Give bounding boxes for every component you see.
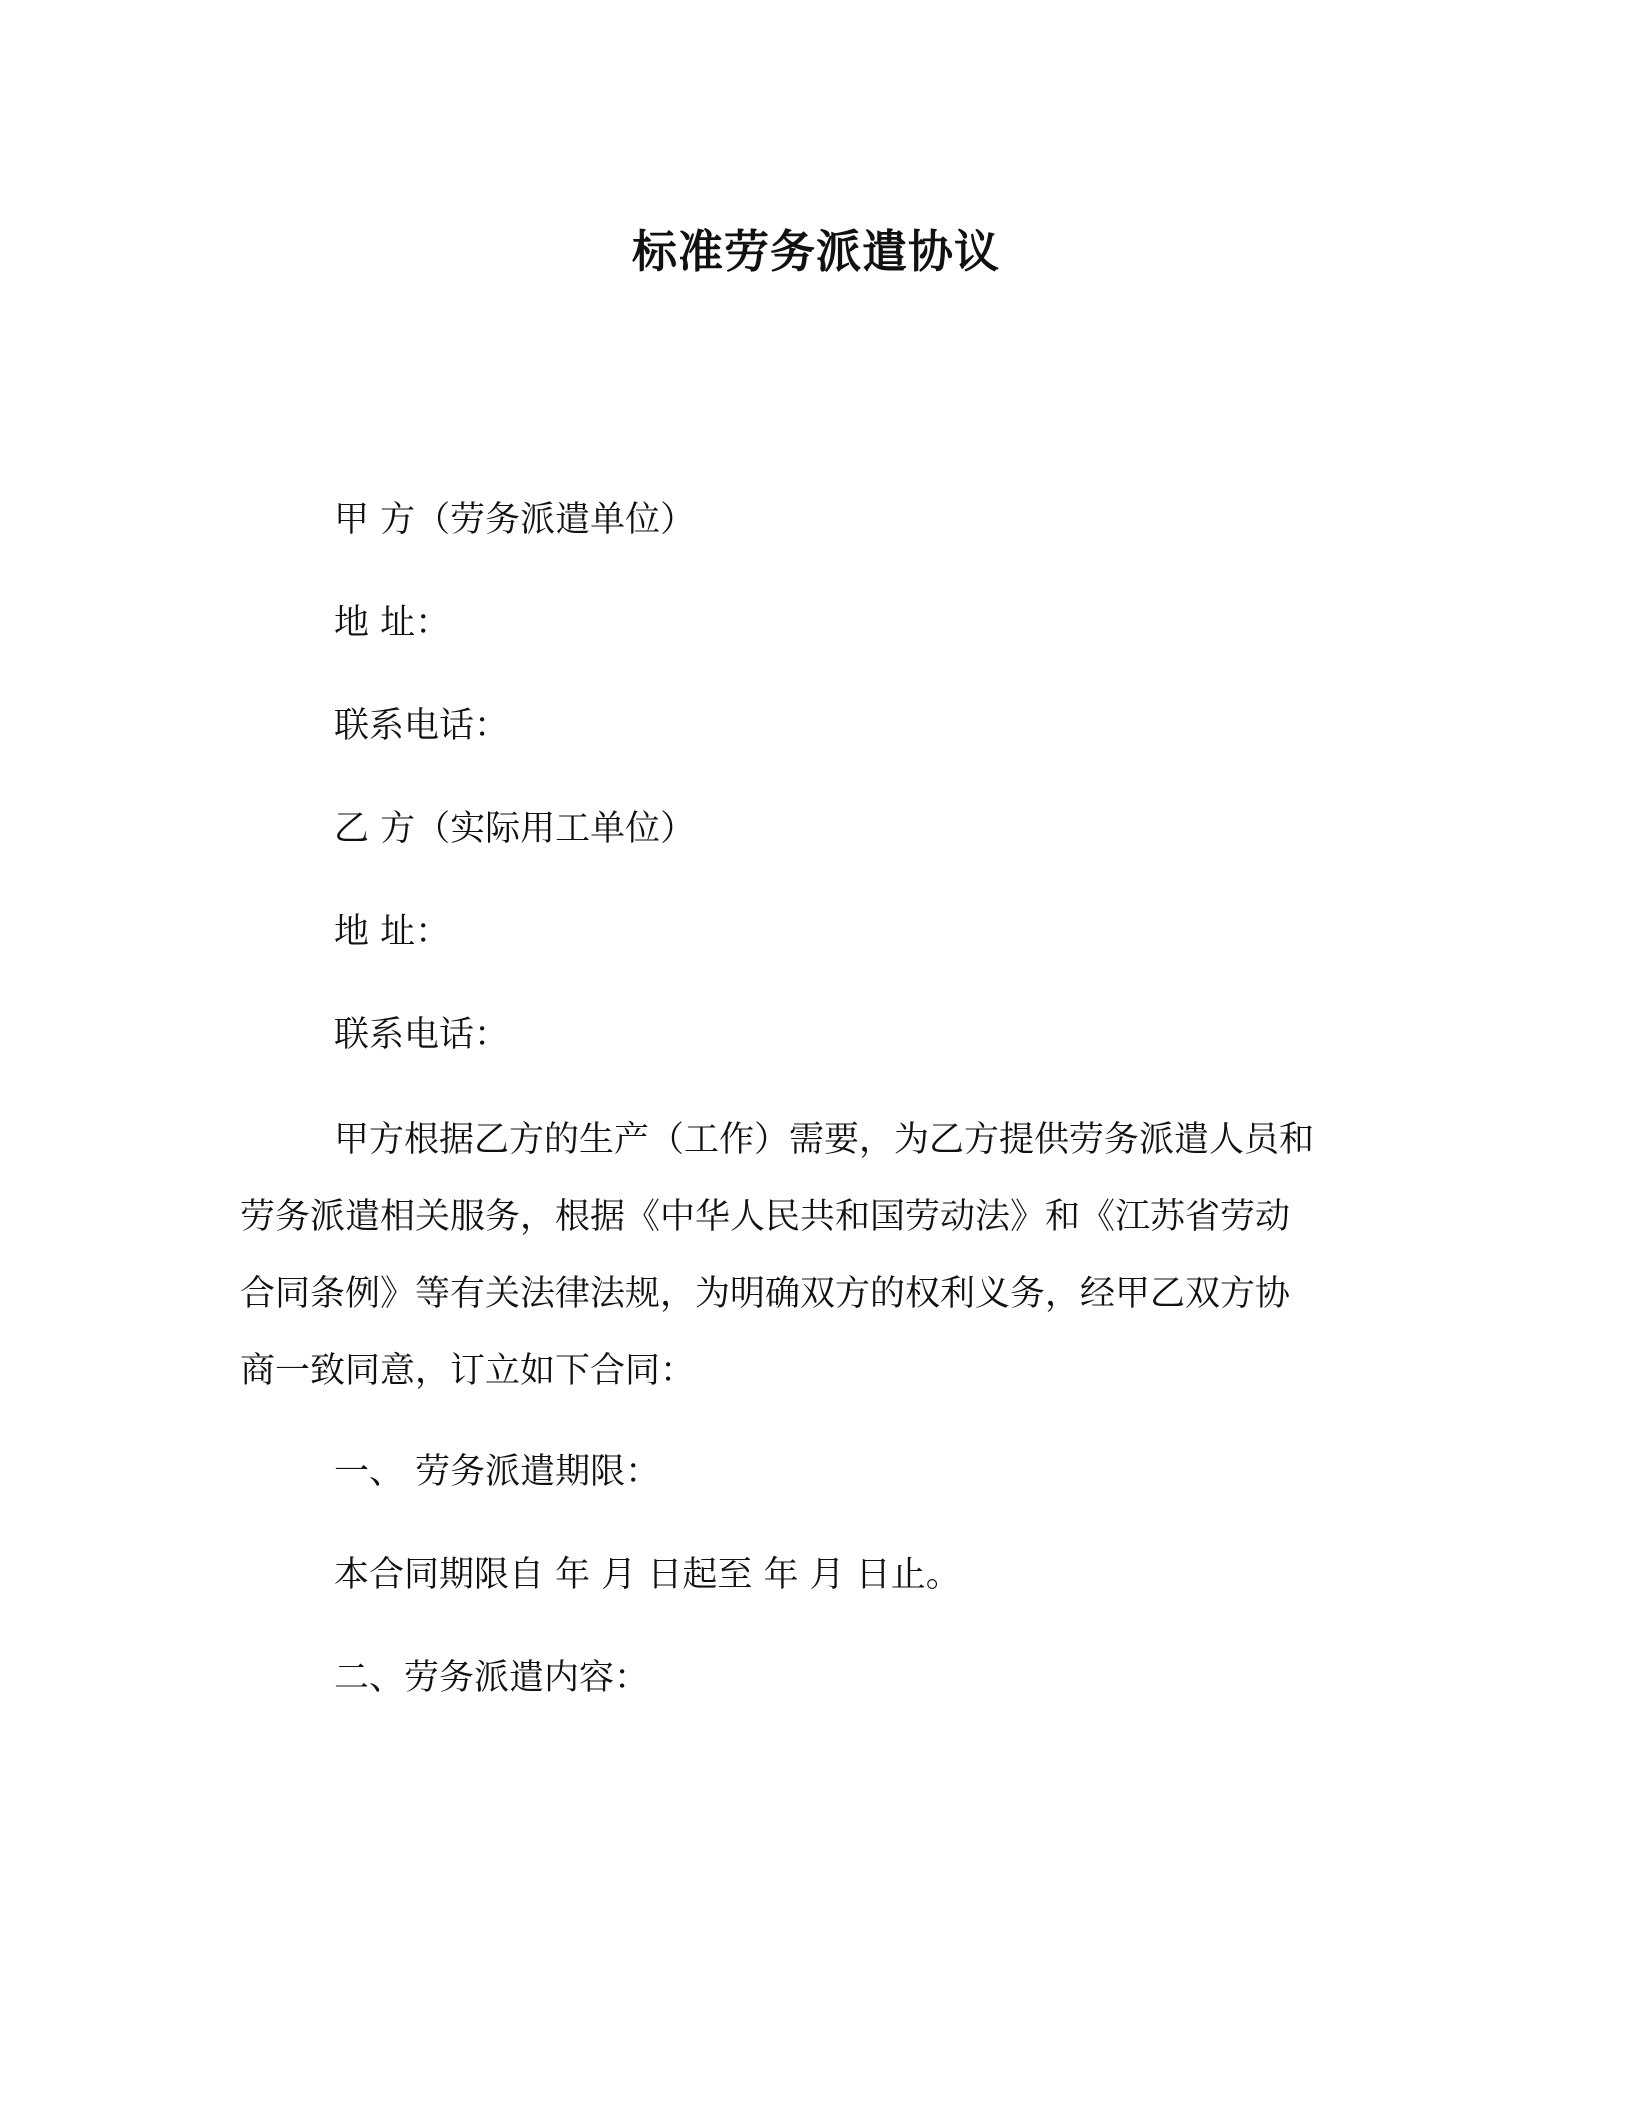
section-2-heading: 二、劳务派遣内容： [334,1658,650,1698]
party-a-phone-label: 联系电话： [334,706,510,746]
party-b-phone-label: 联系电话： [334,1015,510,1055]
preamble-line: 甲方根据乙方的生产（工作）需要，为乙方提供劳务派遣人员和 [334,1120,1315,1160]
section-1-heading: 一、 劳务派遣期限： [334,1452,661,1492]
section-1-body: 本合同期限自 年 月 日起至 年 月 日止。 [334,1555,961,1595]
party-a-label: 甲 方（劳务派遣单位） [334,500,696,540]
party-a-address-label: 地 址： [334,603,451,643]
party-b-address-label: 地 址： [334,912,451,952]
party-b-label: 乙 方（实际用工单位） [334,809,696,849]
preamble-line: 商一致同意，订立如下合同： [240,1351,696,1391]
preamble-line: 合同条例》等有关法律法规，为明确双方的权利义务，经甲乙双方协 [240,1274,1291,1314]
document-title: 标准劳务派遣协议 [631,225,1000,278]
preamble-line: 劳务派遣相关服务，根据《中华人民共和国劳动法》和《江苏省劳动 [240,1197,1291,1237]
preamble-paragraph [240,1102,1380,1410]
